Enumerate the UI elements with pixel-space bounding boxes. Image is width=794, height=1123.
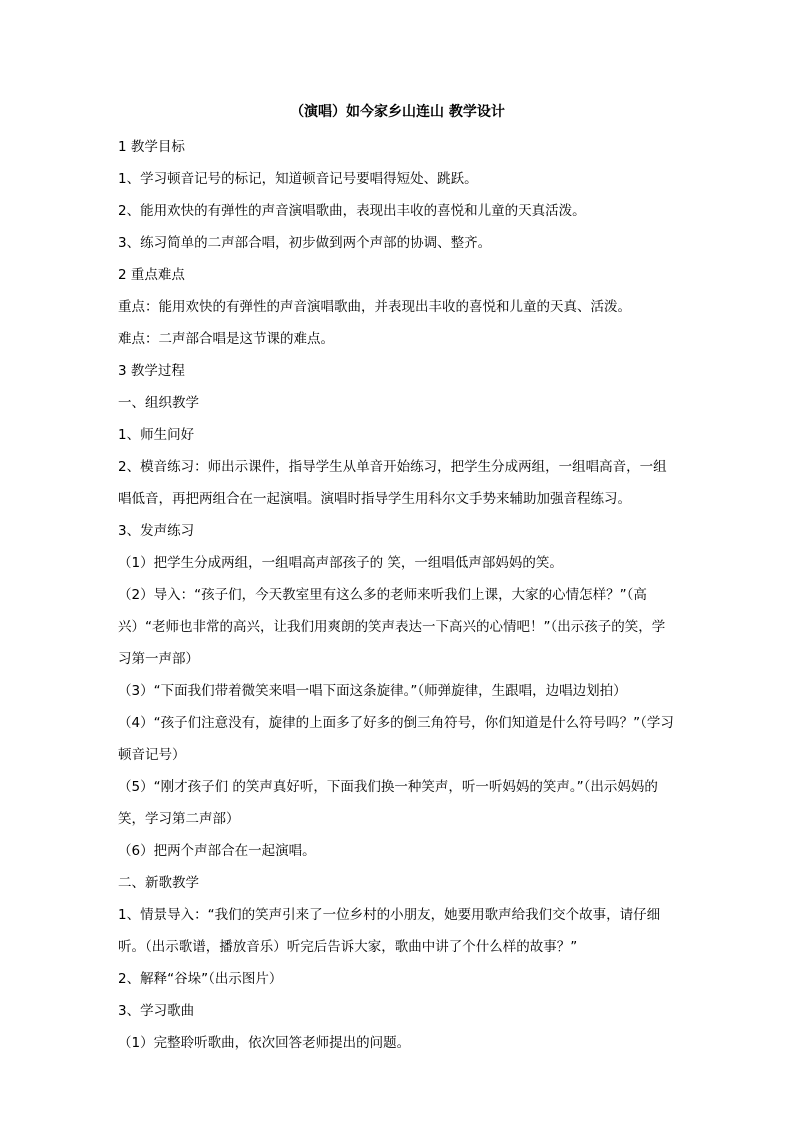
process-item-vocal-practice: 3、发声练习 xyxy=(118,523,195,539)
new-song-item-explain: 2、解释“谷垛”（出示图片） xyxy=(118,971,283,987)
vocal-step-1: （1）把学生分成两组，一组唱高声部孩子的 笑，一组唱低声部妈妈的笑。 xyxy=(118,555,563,571)
vocal-step-3: （3）“下面我们带着微笑来唱一唱下面这条旋律。”（师弹旋律，生跟唱，边唱边划拍） xyxy=(118,683,627,699)
vocal-step-4: （4）“孩子们注意没有，旋律的上面多了好多的倒三角符号，你们知道是什么符号吗？”（学习顿音记号） xyxy=(118,715,674,763)
section-heading-key-points: 2 重点难点 xyxy=(118,267,185,283)
subsection-organize: 一、组织教学 xyxy=(118,395,199,411)
vocal-step-2: （2）导入：“孩子们，今天教室里有这么多的老师来听我们上课，大家的心情怎样？”（高兴）“老师也非常的高兴，让我们用爽朗的笑声表达一下高兴的心情吧！”（出示孩子的笑，学习第一声部） xyxy=(118,587,666,667)
objective-item-2: 2、能用欢快的有弹性的声音演唱歌曲，表现出丰收的喜悦和儿童的天真活泼。 xyxy=(118,203,586,219)
subsection-new-song: 二、新歌教学 xyxy=(118,875,199,891)
key-point-difficulty: 难点：二声部合唱是这节课的难点。 xyxy=(118,331,334,347)
objective-item-1: 1、学习顿音记号的标记，知道顿音记号要唱得短处、跳跃。 xyxy=(118,171,478,187)
vocal-step-5: （5）“刚才孩子们 的笑声真好听，下面我们换一种笑声，听一听妈妈的笑声。”（出示妈妈的笑，学习第二声部） xyxy=(118,779,658,827)
process-item-greeting: 1、师生问好 xyxy=(118,427,195,443)
new-song-item-intro: 1、情景导入：“我们的笑声引来了一位乡村的小朋友，她要用歌声给我们交个故事，请仔细听。（出示歌谱，播放音乐）听完后告诉大家，歌曲中讲了个什么样的故事？” xyxy=(118,907,661,955)
objective-item-3: 3、练习简单的二声部合唱，初步做到两个声部的协调、整齐。 xyxy=(118,235,492,251)
section-heading-objectives: 1 教学目标 xyxy=(118,139,185,155)
vocal-step-6: （6）把两个声部合在一起演唱。 xyxy=(118,843,316,859)
section-heading-process: 3 教学过程 xyxy=(118,363,185,379)
process-item-pitch-practice: 2、模音练习：师出示课件，指导学生从单音开始练习，把学生分成两组，一组唱高音，一组唱低音，再把两组合在一起演唱。演唱时指导学生用科尔文手势来辅助加强音程练习。 xyxy=(118,459,667,507)
new-song-item-learn: 3、学习歌曲 xyxy=(118,1003,195,1019)
document-title: （演唱）如今家乡山连山 教学设计 xyxy=(290,104,505,120)
document-body xyxy=(118,131,678,1059)
key-point-focus: 重点：能用欢快的有弹性的声音演唱歌曲，并表现出丰收的喜悦和儿童的天真、活泼。 xyxy=(118,299,631,315)
learn-step-1: （1）完整聆听歌曲，依次回答老师提出的问题。 xyxy=(118,1035,411,1051)
